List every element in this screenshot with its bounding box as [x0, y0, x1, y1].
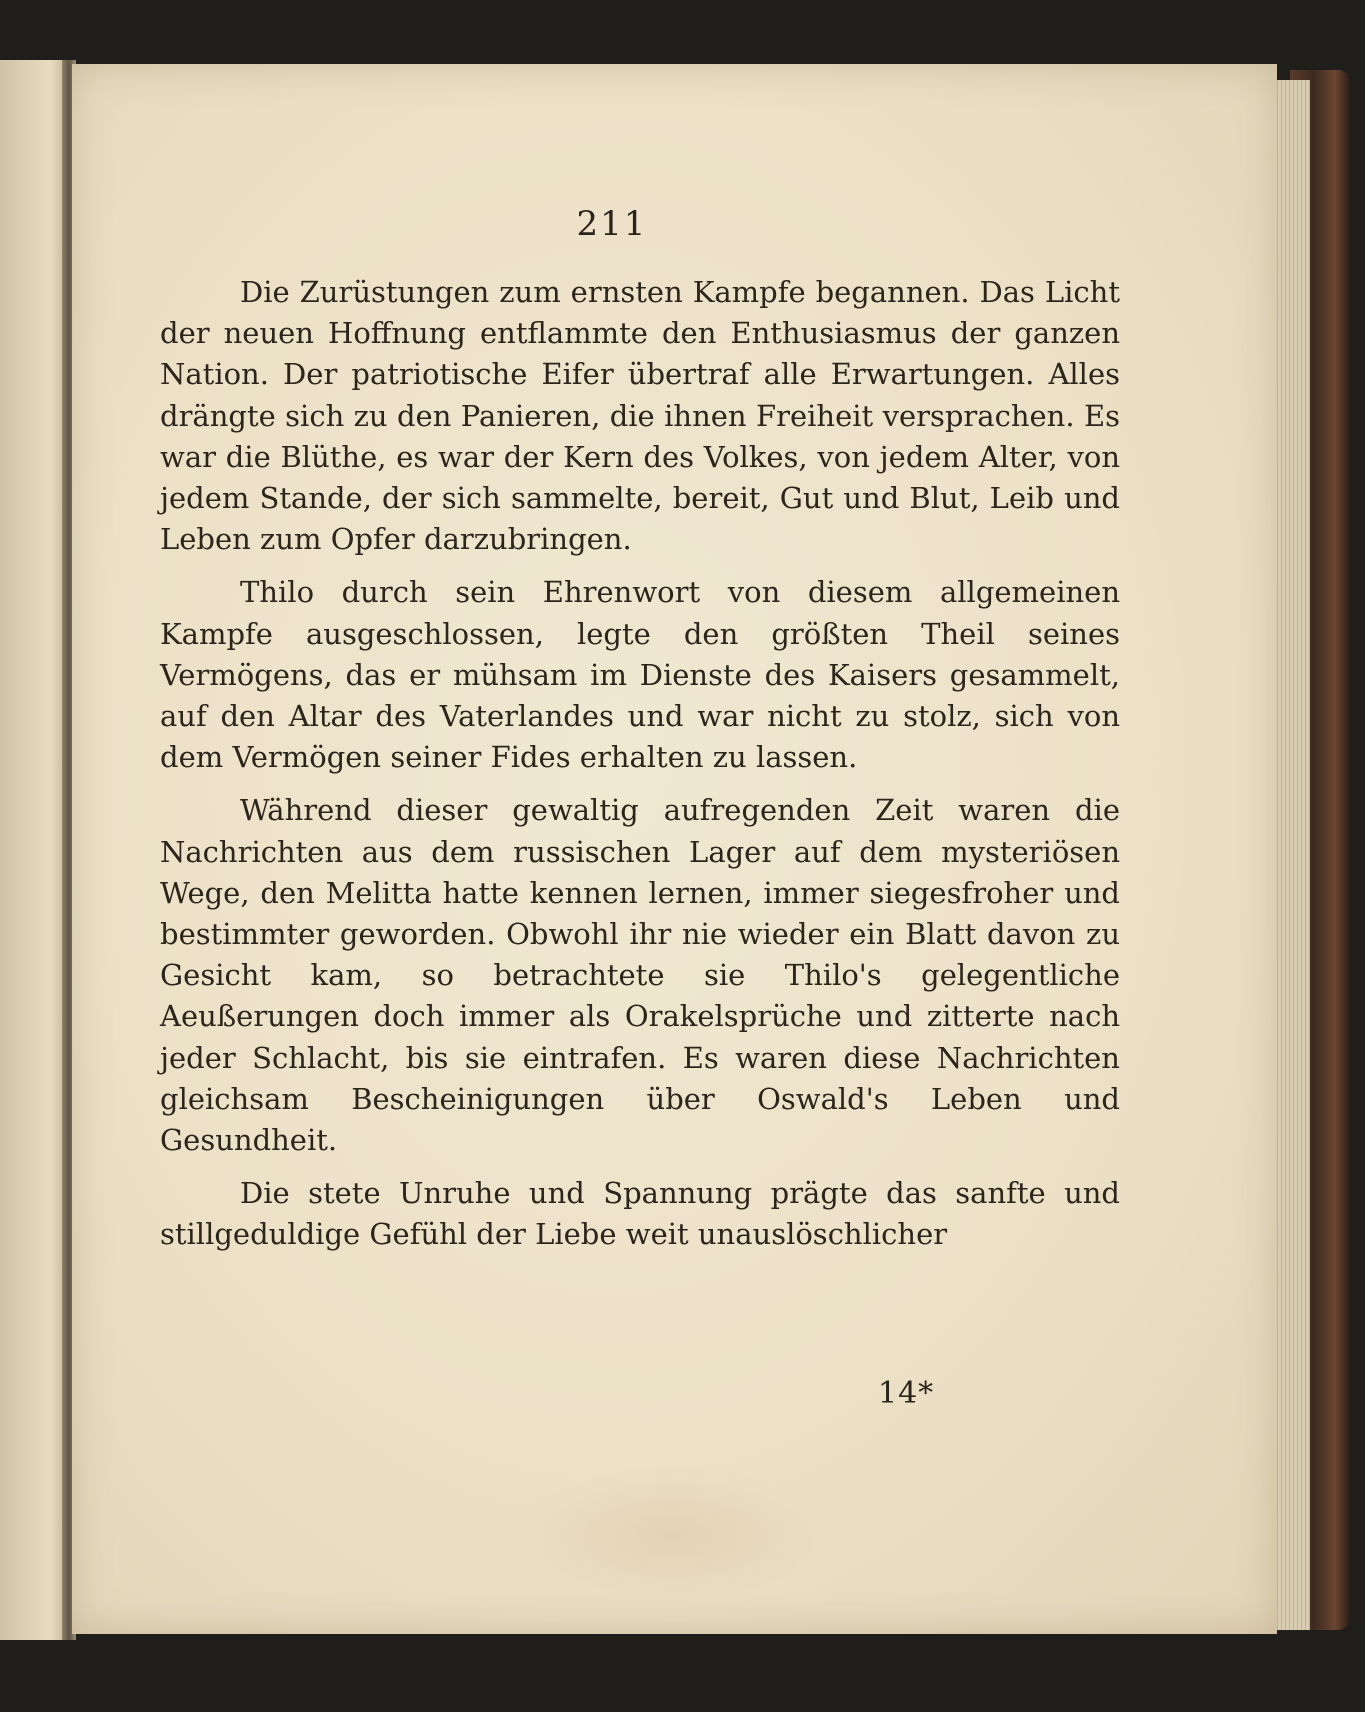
page-text: [160, 272, 1120, 1268]
paragraph-2: Thilo durch sein Ehrenwort von diesem allgemeinen Kampfe ausgeschlossen, legte den größten Theil seines Vermögens, das er mühsam im Dienste des Kaisers gesammelt, auf den Altar des Vaterlandes und war nicht zu stolz, sich von dem Vermögen seiner Fides erhalten zu lassen.: [160, 575, 1120, 775]
page-number: 211: [576, 204, 648, 244]
paragraph-4: Die stete Unruhe und Spannung prägte das sanfte und stillgeduldige Gefühl der Liebe weit unauslöschlicher: [160, 1176, 1120, 1252]
book-page: [72, 64, 1277, 1634]
paragraph-3: Während dieser gewaltig aufregenden Zeit waren die Nachrichten aus dem russischen Lager auf dem mysteriösen Wege, den Melitta hatte kennen lernen, immer siegesfroher und bestimmter geworden. Obwohl ihr nie wieder ein Blatt davon zu Gesicht kam, so betrachtete sie Thilo's gelegentliche Aeußerungen doch immer als Orakelsprüche und zitterte nach jeder Schlacht, bis sie eintrafen. Es waren diese Nachrichten gleichsam Bescheinigungen über Oswald's Leben und Gesundheit.: [160, 793, 1120, 1158]
signature-mark: 14*: [878, 1376, 935, 1411]
paragraph-1: Die Zurüstungen zum ernsten Kampfe begannen. Das Licht der neuen Hoffnung entflammte den Enthusiasmus der ganzen Nation. Der patriotische Eifer übertraf alle Erwartungen. Alles drängte sich zu den Panieren, die ihnen Freiheit versprachen. Es war die Blüthe, es war der Kern des Volkes, von jedem Alter, von jedem Stande, der sich sammelte, bereit, Gut und Blut, Leib und Leben zum Opfer darzubringen.: [160, 275, 1120, 557]
paper-stain: [512, 1464, 832, 1604]
